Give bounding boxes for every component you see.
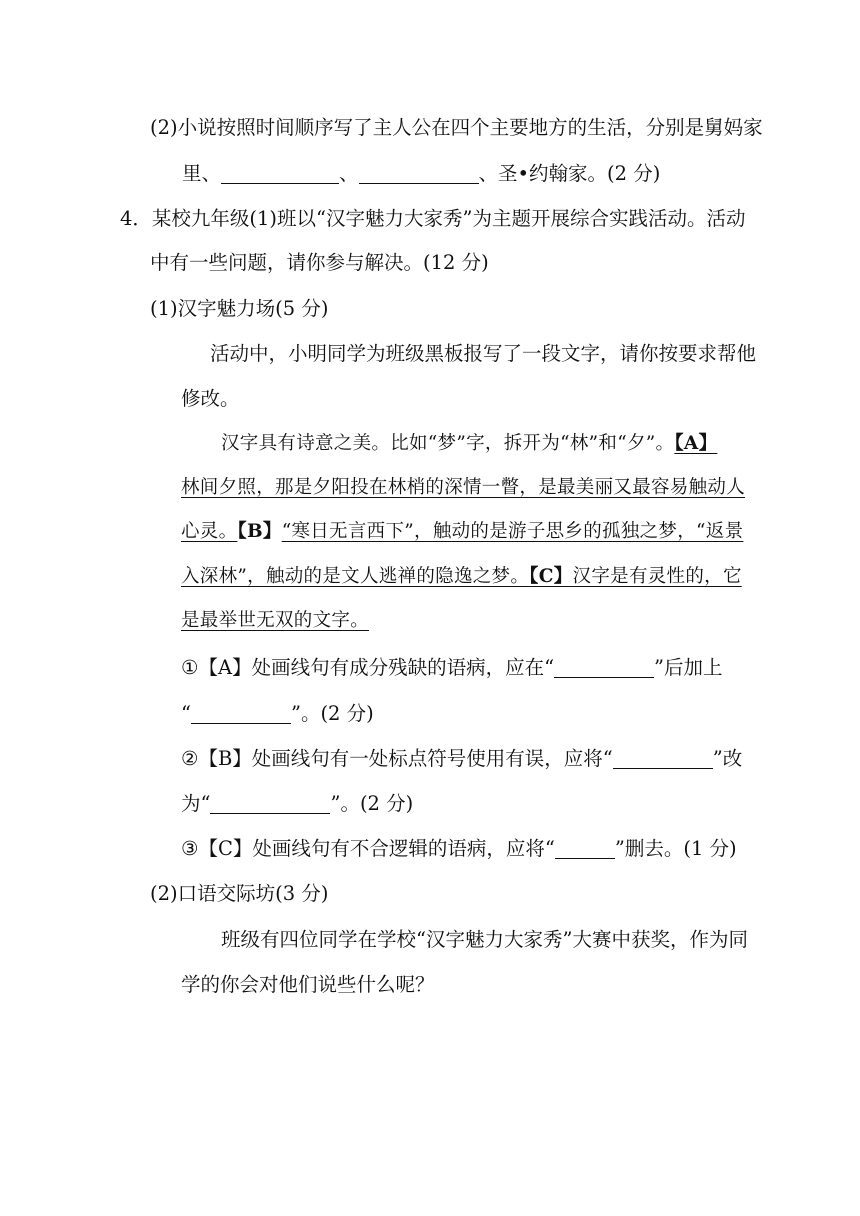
answer-blank[interactable] [210,793,330,814]
q4-sub1-qa-line2: “ ”。(2 分) [181,702,374,725]
q4-stem-line1: 4．某校九年级(1)班以“汉字魅力大家秀”为主题开展综合实践活动。活动 [120,207,746,230]
q4-sub2-line2: 学的你会对他们说些什么呢？ [181,973,435,996]
answer-blank[interactable] [555,838,615,859]
passage-line5: 是最举世无双的文字。 [181,610,370,631]
answer-blank[interactable] [554,657,654,678]
answer-blank[interactable] [191,703,291,724]
passage-line2: 林间夕照，那是夕阳投在林梢的深情一瞥，是最美丽又最容易触动人 [181,477,746,498]
passage-line3: 心灵。【B】“寒日无言西下”，触动的是游子思乡的孤独之梦，“返景 [181,521,744,542]
answer-blank[interactable] [221,163,339,184]
q4-sub1-qb-line1: ②【B】处画线句有一处标点符号使用有误，应将“ ”改 [181,747,743,770]
passage-tag-a: 【A】 [674,433,718,454]
q4-sub1-title: (1)汉字魅力场(5 分) [150,297,329,320]
q4-sub1-intro-line1: 活动中，小明同学为班级黑板报写了一段文字，请你按要求帮他 [210,342,757,365]
answer-blank[interactable] [613,748,713,769]
q4-stem-line2: 中有一些问题，请你参与解决。(12 分) [150,251,489,274]
q4-sub2-title: (2)口语交际坊(3 分) [150,882,329,905]
q3-part2-line1: (2)小说按照时间顺序写了主人公在四个主要地方的生活，分别是舅妈家 [150,116,763,139]
q3-part2-line2: 里、 、 、圣•约翰家。(2 分) [182,162,661,185]
passage-line1: 汉字具有诗意之美。比如“梦”字，拆开为“林”和“夕”。【A】 [221,433,718,454]
q4-sub2-line1: 班级有四位同学在学校“汉字魅力大家秀”大赛中获奖，作为同 [221,928,748,951]
passage-line4: 入深林”，触动的是文人逃禅的隐逸之梦。【C】汉字是有灵性的，它 [181,566,742,587]
q4-sub1-qc: ③【C】处画线句有不合逻辑的语病，应将“ ”删去。(1 分) [181,837,737,860]
q4-sub1-qa-line1: ①【A】处画线句有成分残缺的语病，应在“ ”后加上 [181,656,723,679]
q4-sub1-intro-line2: 修改。 [181,387,240,410]
answer-blank[interactable] [359,163,479,184]
passage-tag-b: 【B】 [237,521,282,542]
passage-tag-c: 【C】 [529,566,573,587]
q4-sub1-qb-line2: 为“ ”。(2 分) [181,792,414,815]
